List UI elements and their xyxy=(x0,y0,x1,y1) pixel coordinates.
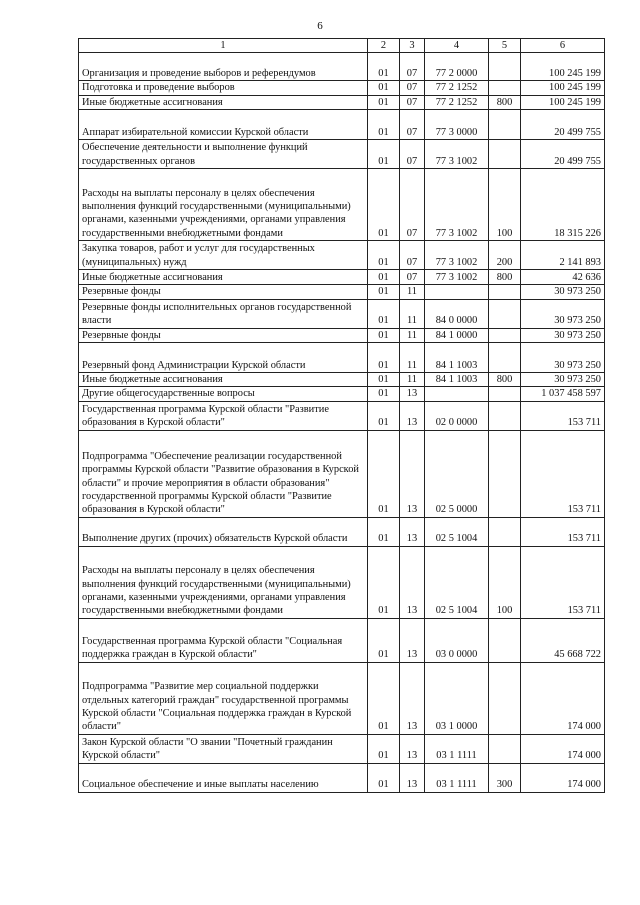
row-target-article: 84 1 1003 xyxy=(425,373,489,387)
table-row xyxy=(79,328,605,342)
row-section: 01 xyxy=(368,140,400,169)
row-subsection: 11 xyxy=(400,343,425,373)
row-subsection: 11 xyxy=(400,285,425,299)
row-target-article: 77 3 0000 xyxy=(425,110,489,140)
row-section: 01 xyxy=(368,299,400,328)
row-expense-type xyxy=(489,140,521,169)
table-body xyxy=(79,53,605,792)
row-amount: 30 973 250 xyxy=(521,328,605,342)
column-header-subsection: 3 xyxy=(400,39,425,53)
row-subsection: 13 xyxy=(400,763,425,792)
row-amount: 30 973 250 xyxy=(521,285,605,299)
row-name: Резервные фонды xyxy=(79,285,368,299)
row-section: 01 xyxy=(368,387,400,401)
row-section: 01 xyxy=(368,618,400,662)
table-row xyxy=(79,299,605,328)
row-name: Организация и проведение выборов и референдумов xyxy=(79,53,368,81)
row-subsection: 13 xyxy=(400,546,425,618)
table-row xyxy=(79,662,605,734)
row-target-article: 02 0 0000 xyxy=(425,401,489,430)
row-name: Подпрограмма "Обеспечение реализации государственной программы Курской области "Развитие образования в Курской области" и прочие мероприятия в области образования" государственной программы Курской области "Развитие образования в Курской области" xyxy=(79,430,368,517)
row-subsection: 07 xyxy=(400,241,425,270)
row-expense-type xyxy=(489,343,521,373)
row-section: 01 xyxy=(368,169,400,241)
row-name: Другие общегосударственные вопросы xyxy=(79,387,368,401)
row-name: Государственная программа Курской области "Социальная поддержка граждан в Курской области" xyxy=(79,618,368,662)
row-section: 01 xyxy=(368,662,400,734)
row-section: 01 xyxy=(368,53,400,81)
table-row xyxy=(79,53,605,81)
row-subsection: 13 xyxy=(400,387,425,401)
row-target-article: 03 0 0000 xyxy=(425,618,489,662)
row-target-article: 02 5 1004 xyxy=(425,546,489,618)
table-row xyxy=(79,401,605,430)
row-name: Резервные фонды xyxy=(79,328,368,342)
row-subsection: 07 xyxy=(400,53,425,81)
row-amount: 174 000 xyxy=(521,763,605,792)
row-subsection: 11 xyxy=(400,328,425,342)
row-name: Аппарат избирательной комиссии Курской области xyxy=(79,110,368,140)
row-target-article: 77 2 0000 xyxy=(425,53,489,81)
row-subsection: 13 xyxy=(400,517,425,546)
row-subsection: 13 xyxy=(400,662,425,734)
row-expense-type xyxy=(489,430,521,517)
table-row xyxy=(79,81,605,95)
row-expense-type xyxy=(489,328,521,342)
row-amount: 153 711 xyxy=(521,430,605,517)
row-amount: 30 973 250 xyxy=(521,343,605,373)
row-name: Иные бюджетные ассигнования xyxy=(79,373,368,387)
row-section: 01 xyxy=(368,401,400,430)
row-expense-type xyxy=(489,401,521,430)
row-expense-type xyxy=(489,299,521,328)
row-amount: 153 711 xyxy=(521,546,605,618)
row-amount: 174 000 xyxy=(521,734,605,763)
row-target-article xyxy=(425,285,489,299)
table-row xyxy=(79,285,605,299)
row-target-article: 02 5 0000 xyxy=(425,430,489,517)
table-row xyxy=(79,110,605,140)
row-section: 01 xyxy=(368,430,400,517)
row-name: Подготовка и проведение выборов xyxy=(79,81,368,95)
table-row xyxy=(79,734,605,763)
row-subsection: 07 xyxy=(400,81,425,95)
row-target-article: 02 5 1004 xyxy=(425,517,489,546)
row-target-article: 03 1 1111 xyxy=(425,734,489,763)
row-section: 01 xyxy=(368,517,400,546)
row-subsection: 07 xyxy=(400,95,425,109)
row-subsection: 13 xyxy=(400,618,425,662)
row-expense-type xyxy=(489,110,521,140)
row-target-article: 77 3 1002 xyxy=(425,169,489,241)
row-section: 01 xyxy=(368,81,400,95)
row-amount: 100 245 199 xyxy=(521,81,605,95)
row-amount: 2 141 893 xyxy=(521,241,605,270)
row-section: 01 xyxy=(368,241,400,270)
row-section: 01 xyxy=(368,763,400,792)
table-row xyxy=(79,140,605,169)
row-section: 01 xyxy=(368,270,400,285)
column-header-row xyxy=(79,39,605,53)
row-expense-type: 100 xyxy=(489,546,521,618)
row-section: 01 xyxy=(368,328,400,342)
row-target-article: 77 3 1002 xyxy=(425,140,489,169)
table-row xyxy=(79,343,605,373)
row-amount: 20 499 755 xyxy=(521,110,605,140)
row-amount: 20 499 755 xyxy=(521,140,605,169)
table-row xyxy=(79,387,605,401)
row-section: 01 xyxy=(368,110,400,140)
row-amount: 100 245 199 xyxy=(521,53,605,81)
row-subsection: 07 xyxy=(400,270,425,285)
row-target-article: 77 2 1252 xyxy=(425,95,489,109)
row-expense-type xyxy=(489,662,521,734)
table-row xyxy=(79,169,605,241)
row-expense-type: 100 xyxy=(489,169,521,241)
budget-table xyxy=(78,38,605,793)
row-name: Подпрограмма "Развитие мер социальной поддержки отдельных категорий граждан" государственной программы Курской области "Социальная поддержка граждан в Курской области" xyxy=(79,662,368,734)
column-header-amount: 6 xyxy=(521,39,605,53)
row-target-article: 84 0 0000 xyxy=(425,299,489,328)
row-amount: 42 636 xyxy=(521,270,605,285)
table-row xyxy=(79,618,605,662)
row-name: Закупка товаров, работ и услуг для государственных (муниципальных) нужд xyxy=(79,241,368,270)
row-section: 01 xyxy=(368,546,400,618)
table-row xyxy=(79,517,605,546)
row-subsection: 13 xyxy=(400,430,425,517)
row-subsection: 11 xyxy=(400,373,425,387)
row-target-article: 77 2 1252 xyxy=(425,81,489,95)
row-expense-type xyxy=(489,81,521,95)
row-name: Резервные фонды исполнительных органов государственной власти xyxy=(79,299,368,328)
row-target-article xyxy=(425,387,489,401)
column-header-section: 2 xyxy=(368,39,400,53)
row-amount: 174 000 xyxy=(521,662,605,734)
table-row xyxy=(79,270,605,285)
row-amount: 30 973 250 xyxy=(521,373,605,387)
row-name: Иные бюджетные ассигнования xyxy=(79,95,368,109)
row-amount: 1 037 458 597 xyxy=(521,387,605,401)
table-row xyxy=(79,546,605,618)
row-expense-type xyxy=(489,285,521,299)
column-header-target-article: 4 xyxy=(425,39,489,53)
row-name: Расходы на выплаты персоналу в целях обеспечения выполнения функций государственными (муниципальными) органами, казенными учреждениями, органами управления государственными внебюджетными фондами xyxy=(79,546,368,618)
row-name: Выполнение других (прочих) обязательств Курской области xyxy=(79,517,368,546)
row-name: Обеспечение деятельности и выполнение функций государственных органов xyxy=(79,140,368,169)
row-name: Иные бюджетные ассигнования xyxy=(79,270,368,285)
row-expense-type xyxy=(489,618,521,662)
row-section: 01 xyxy=(368,343,400,373)
row-section: 01 xyxy=(368,734,400,763)
row-amount: 153 711 xyxy=(521,401,605,430)
row-target-article: 03 1 1111 xyxy=(425,763,489,792)
column-header-expense-type: 5 xyxy=(489,39,521,53)
page-number: 6 xyxy=(317,20,323,32)
row-name: Государственная программа Курской области "Развитие образования в Курской области" xyxy=(79,401,368,430)
row-amount: 100 245 199 xyxy=(521,95,605,109)
row-target-article: 84 1 0000 xyxy=(425,328,489,342)
row-expense-type: 800 xyxy=(489,270,521,285)
row-target-article: 77 3 1002 xyxy=(425,241,489,270)
row-expense-type: 200 xyxy=(489,241,521,270)
row-amount: 30 973 250 xyxy=(521,299,605,328)
row-amount: 18 315 226 xyxy=(521,169,605,241)
row-subsection: 07 xyxy=(400,110,425,140)
row-expense-type: 800 xyxy=(489,95,521,109)
row-name: Социальное обеспечение и иные выплаты населению xyxy=(79,763,368,792)
row-amount: 45 668 722 xyxy=(521,618,605,662)
table-row xyxy=(79,373,605,387)
row-amount: 153 711 xyxy=(521,517,605,546)
table-row xyxy=(79,763,605,792)
row-subsection: 13 xyxy=(400,401,425,430)
table-row xyxy=(79,430,605,517)
row-target-article: 77 3 1002 xyxy=(425,270,489,285)
row-expense-type: 800 xyxy=(489,373,521,387)
row-expense-type xyxy=(489,387,521,401)
row-expense-type xyxy=(489,517,521,546)
table-row xyxy=(79,95,605,109)
row-expense-type: 300 xyxy=(489,763,521,792)
row-section: 01 xyxy=(368,95,400,109)
row-section: 01 xyxy=(368,373,400,387)
row-target-article: 03 1 0000 xyxy=(425,662,489,734)
row-expense-type xyxy=(489,53,521,81)
row-section: 01 xyxy=(368,285,400,299)
row-subsection: 13 xyxy=(400,734,425,763)
row-name: Закон Курской области "О звании "Почетный гражданин Курской области" xyxy=(79,734,368,763)
row-name: Расходы на выплаты персоналу в целях обеспечения выполнения функций государственными (муниципальными) органами, казенными учреждениями, органами управления государственными внебюджетными фондами xyxy=(79,169,368,241)
row-expense-type xyxy=(489,734,521,763)
column-header-name: 1 xyxy=(79,39,368,53)
row-subsection: 07 xyxy=(400,140,425,169)
row-target-article: 84 1 1003 xyxy=(425,343,489,373)
table-row xyxy=(79,241,605,270)
row-subsection: 11 xyxy=(400,299,425,328)
row-subsection: 07 xyxy=(400,169,425,241)
row-name: Резервный фонд Администрации Курской области xyxy=(79,343,368,373)
